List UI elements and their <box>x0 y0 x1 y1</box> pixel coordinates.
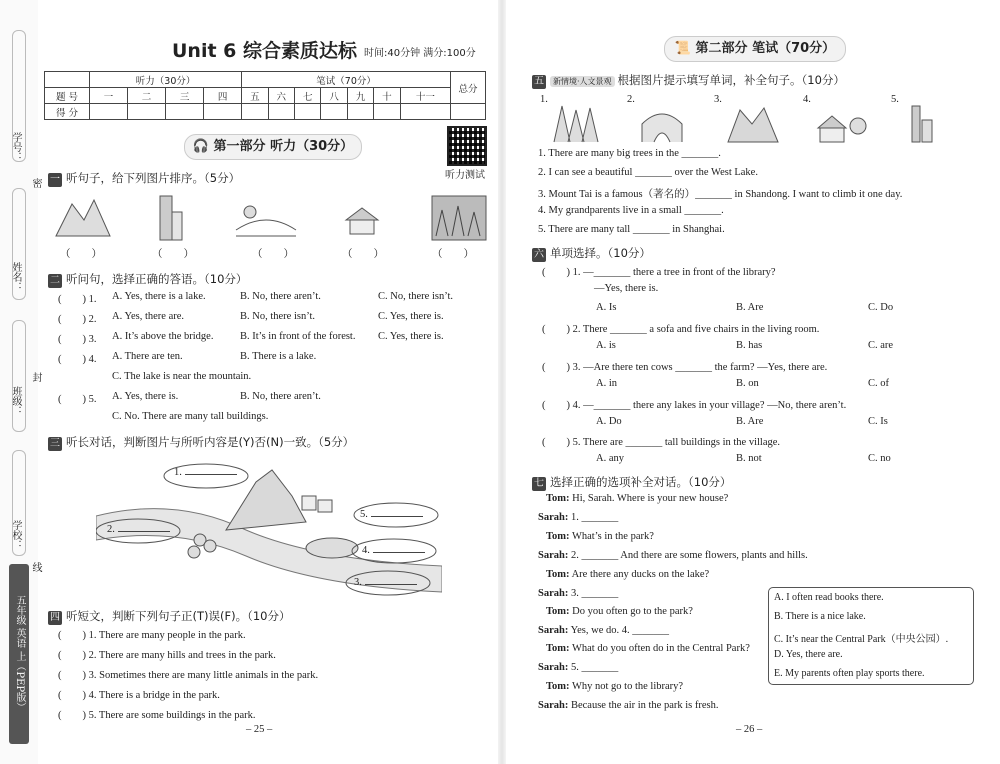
score-cell[interactable] <box>268 104 294 120</box>
dialog-text: Are there any ducks on the lake? <box>571 569 710 580</box>
section-1-pictures <box>50 190 490 246</box>
s2-q4-c: C. The lake is near the mountain. <box>112 371 252 382</box>
lake-shape <box>306 538 358 558</box>
s1-blank-1[interactable]: （ ） <box>60 249 102 260</box>
qr-code-icon[interactable] <box>447 126 487 166</box>
qr-label: 听力测试 <box>445 170 485 181</box>
section-4-text: 听短文，判断下列句子正(T)误(F)。（10分） <box>66 609 291 623</box>
part1-banner <box>184 134 362 160</box>
forest-picture <box>432 196 486 240</box>
s3-blank[interactable] <box>365 584 417 585</box>
s3-blank[interactable] <box>373 552 425 553</box>
speaker: Sarah: <box>538 625 569 636</box>
s6-q2-b: B. has <box>736 340 763 351</box>
s2-q5-number[interactable]: ( ) 5. <box>58 394 97 405</box>
speaker: Sarah: <box>538 700 569 711</box>
speaker: Sarah: <box>538 588 569 599</box>
mountain-picture <box>728 108 778 142</box>
page-number-right: – 26 – <box>736 724 763 735</box>
village-picture <box>818 116 866 142</box>
page-number-left: – 25 – <box>246 724 273 735</box>
score-cell[interactable] <box>347 104 373 120</box>
option-c: C. It’s near the Central Park（中央公园）. <box>774 634 949 645</box>
section-1-text: 听句子，给下列图片排序。（5分） <box>66 171 241 185</box>
section-7-text: 选择正确的选项补全对话。（10分） <box>550 475 732 489</box>
s5-pic-label-5: 5. <box>891 94 899 105</box>
name-label: 姓名： <box>10 262 21 292</box>
option-b: B. There is a nice lake. <box>774 611 866 622</box>
s6-q3[interactable]: ( ) 3. —Are there ten cows _______ the farm? —Yes, there are. <box>542 362 828 373</box>
s2-q2-c: C. Yes, there is. <box>378 311 444 322</box>
headphone-icon: 🎧 <box>192 139 210 154</box>
dialog-line-7 <box>546 606 693 617</box>
s1-blank-4[interactable]: （ ） <box>342 249 384 260</box>
buildings-picture <box>912 106 932 142</box>
s3-label-2[interactable] <box>107 524 170 535</box>
series-brand: 五年级 英语 上（PEP版） <box>9 564 29 744</box>
s2-q3-c: C. Yes, there is. <box>378 331 444 342</box>
s5-item-1[interactable]: 1. There are many big trees in the _______. <box>538 148 721 159</box>
score-cell[interactable] <box>166 104 204 120</box>
mountain-picture <box>56 200 110 236</box>
s6-q3-a: A. in <box>596 378 617 389</box>
forest-picture <box>554 106 598 142</box>
dialog-text: Yes, we do. 4. _______ <box>570 625 669 636</box>
scroll-icon: 📜 <box>674 41 692 56</box>
speaker: Tom: <box>546 493 570 504</box>
part2-banner-text: 第二部分 笔试（70分） <box>695 41 836 56</box>
score-cell[interactable] <box>128 104 166 120</box>
s2-q3-number[interactable]: ( ) 3. <box>58 334 97 345</box>
s2-q1-number[interactable]: ( ) 1. <box>58 294 97 305</box>
s4-item-2[interactable]: ( ) 2. There are many hills and trees in the park. <box>58 650 276 661</box>
seal-mark-feng: 封 <box>30 372 41 382</box>
s4-item-3[interactable]: ( ) 3. Sometimes there are many little animals in the park. <box>58 670 319 681</box>
section-6-heading <box>532 245 651 262</box>
section-2-heading <box>48 271 247 288</box>
s6-q5-a: A. any <box>596 453 624 464</box>
s2-q4-b: B. There is a lake. <box>240 351 317 362</box>
page-fold <box>498 0 506 764</box>
new-context-tag: 新情境·人文景观 <box>550 76 615 87</box>
listening-group-header: 听力（30分） <box>90 72 242 88</box>
s3-blank[interactable] <box>371 516 423 517</box>
s6-q3-b: B. on <box>736 378 759 389</box>
dialog-text: What’s in the park? <box>571 531 654 542</box>
s3-label-1-num: 1. <box>174 467 182 478</box>
s2-q1-c: C. No, there isn’t. <box>378 291 454 302</box>
section-1-heading <box>48 170 240 187</box>
s6-q5[interactable]: ( ) 5. There are _______ tall buildings in the village. <box>542 437 781 448</box>
s2-q1-b: B. No, there aren’t. <box>240 291 321 302</box>
s6-q4[interactable]: ( ) 4. —_______ there any lakes in your village? —No, there aren’t. <box>542 400 847 411</box>
s4-item-5[interactable]: ( ) 5. There are some buildings in the park. <box>58 710 256 721</box>
s2-q2-number[interactable]: ( ) 2. <box>58 314 97 325</box>
speaker: Sarah: <box>538 512 569 523</box>
mountain-shape <box>226 470 306 530</box>
dialog-text: 1. _______ <box>570 512 619 523</box>
s3-blank[interactable] <box>118 531 170 532</box>
s5-pic-label-3: 3. <box>714 94 722 105</box>
dialog-line-5 <box>546 569 709 580</box>
col-6: 六 <box>268 88 294 104</box>
dialog-line-2[interactable] <box>538 512 618 523</box>
score-table <box>44 71 486 120</box>
score-cell[interactable] <box>204 104 242 120</box>
dialog-text: 5. _______ <box>570 662 619 673</box>
s1-blank-5[interactable]: （ ） <box>432 249 474 260</box>
s6-q1-b: B. Are <box>736 302 764 313</box>
s2-q3-b: B. It’s in front of the forest. <box>240 331 356 342</box>
section-3-number: 三 <box>50 438 60 449</box>
section-7-heading <box>532 474 731 491</box>
section-5-text: 根据图片提示填写单词，补全句子。（10分） <box>617 73 845 87</box>
dialog-line-12 <box>538 700 719 711</box>
score-cell[interactable] <box>242 104 268 120</box>
dialog-text: Because the air in the park is fresh. <box>570 700 719 711</box>
s1-blank-3[interactable]: （ ） <box>252 249 294 260</box>
col-1: 一 <box>90 88 128 104</box>
option-d: D. Yes, there are. <box>774 649 843 660</box>
s3-label-2-num: 2. <box>107 524 115 535</box>
speaker: Tom: <box>546 606 570 617</box>
s3-label-4-num: 4. <box>362 545 370 556</box>
col-3: 三 <box>166 88 204 104</box>
s5-item-4[interactable]: 4. My grandparents live in a small _______. <box>538 205 724 216</box>
student-id-label: 学号： <box>10 132 21 162</box>
dialog-line-4[interactable] <box>538 550 808 561</box>
s6-q1-a: A. Is <box>596 302 617 313</box>
score-cell[interactable] <box>90 104 128 120</box>
col-9: 九 <box>347 88 373 104</box>
dialog-line-1 <box>546 493 728 504</box>
speaker: Sarah: <box>538 662 569 673</box>
option-e: E. My parents often play sports there. <box>774 668 925 679</box>
section-4-heading <box>48 608 290 625</box>
dialog-line-6[interactable] <box>538 588 618 599</box>
house-shape <box>318 500 332 512</box>
s6-q1-c: C. Do <box>868 302 894 313</box>
seal-mark-xian: 线 <box>30 562 41 572</box>
s6-q1-reply: —Yes, there is. <box>594 283 659 294</box>
s5-pic-label-1: 1. <box>540 94 548 105</box>
s6-q4-b: B. Are <box>736 416 764 427</box>
s3-label-1[interactable] <box>174 467 237 478</box>
col-8: 八 <box>321 88 347 104</box>
section-3-text: 听长对话，判断图片与所听内容是(Y)否(N)一致。（5分） <box>66 435 355 449</box>
bridge-picture <box>642 114 682 142</box>
section-6-number: 六 <box>534 249 544 260</box>
dialog-line-11 <box>546 681 683 692</box>
s6-q5-b: B. not <box>736 453 762 464</box>
dialog-line-8[interactable] <box>538 625 669 636</box>
col-4: 四 <box>204 88 242 104</box>
col-11: 十一 <box>400 88 450 104</box>
dialog-line-10[interactable] <box>538 662 618 673</box>
section-2-text: 听问句，选择正确的答语。（10分） <box>66 272 248 286</box>
tower-picture <box>160 196 182 240</box>
dialog-text: Do you often go to the park? <box>572 606 693 617</box>
dialog-line-9 <box>546 643 750 654</box>
s2-q1-a: A. Yes, there is a lake. <box>112 291 206 302</box>
s1-blank-2[interactable]: （ ） <box>152 249 194 260</box>
s6-q3-c: C. of <box>868 378 889 389</box>
class-label: 班级： <box>10 386 21 416</box>
col-5: 五 <box>242 88 268 104</box>
s2-q4-a: A. There are ten. <box>112 351 183 362</box>
section-3-heading <box>48 434 354 451</box>
seal-mark-mi: 密 <box>30 178 41 188</box>
total-header: 总分 <box>451 72 486 104</box>
s6-q4-a: A. Do <box>596 416 622 427</box>
speaker: Tom: <box>546 531 570 542</box>
score-cell[interactable] <box>374 104 400 120</box>
s2-q5-b: B. No, there aren’t. <box>240 391 321 402</box>
school-label: 学校： <box>10 520 21 550</box>
section-5-pictures <box>550 100 950 146</box>
section-1-number: 一 <box>50 174 60 185</box>
dialog-text: Hi, Sarah. Where is your new house? <box>572 493 729 504</box>
dialog-text: 3. _______ <box>570 588 619 599</box>
section-7-number: 七 <box>534 478 544 489</box>
s3-label-3-num: 3. <box>354 577 362 588</box>
s2-q3-a: A. It’s above the bridge. <box>112 331 214 342</box>
speaker: Tom: <box>546 643 570 654</box>
s5-item-3[interactable]: 3. Mount Tai is a famous（著名的）_______ in Shandong. I want to climb it one day. <box>538 189 903 200</box>
score-cell[interactable] <box>321 104 347 120</box>
score-cell[interactable] <box>295 104 321 120</box>
part2-banner <box>664 36 846 62</box>
section-4-number: 四 <box>50 612 60 623</box>
s5-item-5[interactable]: 5. There are many tall _______ in Shanghai. <box>538 224 725 235</box>
speaker: Tom: <box>546 569 570 580</box>
s6-q2-a: A. is <box>596 340 616 351</box>
s6-q2-c: C. are <box>868 340 894 351</box>
score-cell[interactable] <box>451 104 486 120</box>
dialog-text: 2. _______ And there are some flowers, plants and hills. <box>570 550 808 561</box>
s5-pic-label-2: 2. <box>627 94 635 105</box>
s6-q1[interactable]: ( ) 1. —_______ there a tree in front of the library? <box>542 267 776 278</box>
s2-q2-a: A. Yes, there are. <box>112 311 185 322</box>
s3-label-5[interactable] <box>360 509 423 520</box>
time-score-meta: 时间:40分钟 满分:100分 <box>364 48 476 59</box>
s2-q4-number[interactable]: ( ) 4. <box>58 354 97 365</box>
s6-q5-c: C. no <box>868 453 891 464</box>
house-shape <box>302 496 316 510</box>
row-label-score: 得 分 <box>45 104 90 120</box>
dialog-text: What do you often do in the Central Park? <box>571 643 750 654</box>
s3-blank[interactable] <box>185 474 237 475</box>
s6-q2[interactable]: ( ) 2. There _______ a sofa and five chairs in the living room. <box>542 324 820 335</box>
col-10: 十 <box>374 88 400 104</box>
speaker: Sarah: <box>538 550 569 561</box>
dialog-text: Why not go to the library? <box>571 681 684 692</box>
s4-item-1[interactable]: ( ) 1. There are many people in the park. <box>58 630 246 641</box>
row-label-number: 题 号 <box>45 88 90 104</box>
s2-q5-a: A. Yes, there is. <box>112 391 179 402</box>
village-picture <box>346 208 378 234</box>
s5-item-2[interactable]: 2. I can see a beautiful _______ over the West Lake. <box>538 167 758 178</box>
option-a: A. I often read books there. <box>774 592 884 603</box>
speaker: Tom: <box>546 681 570 692</box>
s2-q2-b: B. No, there isn’t. <box>240 311 316 322</box>
section-5-number: 五 <box>534 76 544 87</box>
dialog-line-3 <box>546 531 654 542</box>
s6-q4-c: C. Is <box>868 416 888 427</box>
section-6-text: 单项选择。（10分） <box>550 246 651 260</box>
col-2: 二 <box>128 88 166 104</box>
river-bridge-picture <box>236 206 296 236</box>
binding-sidebar <box>0 0 41 764</box>
s4-item-4[interactable]: ( ) 4. There is a bridge in the park. <box>58 690 220 701</box>
part1-banner-text: 第一部分 听力（30分） <box>213 139 354 154</box>
col-7: 七 <box>295 88 321 104</box>
section-2-number: 二 <box>50 275 60 286</box>
s3-label-4[interactable] <box>362 545 425 556</box>
s2-q5-c: C. No. There are many tall buildings. <box>112 411 269 422</box>
s5-pic-label-4: 4. <box>803 94 811 105</box>
s3-label-3[interactable] <box>354 577 417 588</box>
score-cell[interactable] <box>400 104 450 120</box>
section-5-heading <box>532 72 845 89</box>
unit-title: Unit 6 综合素质达标 <box>172 40 357 62</box>
written-group-header: 笔试（70分） <box>242 72 451 88</box>
s3-label-5-num: 5. <box>360 509 368 520</box>
